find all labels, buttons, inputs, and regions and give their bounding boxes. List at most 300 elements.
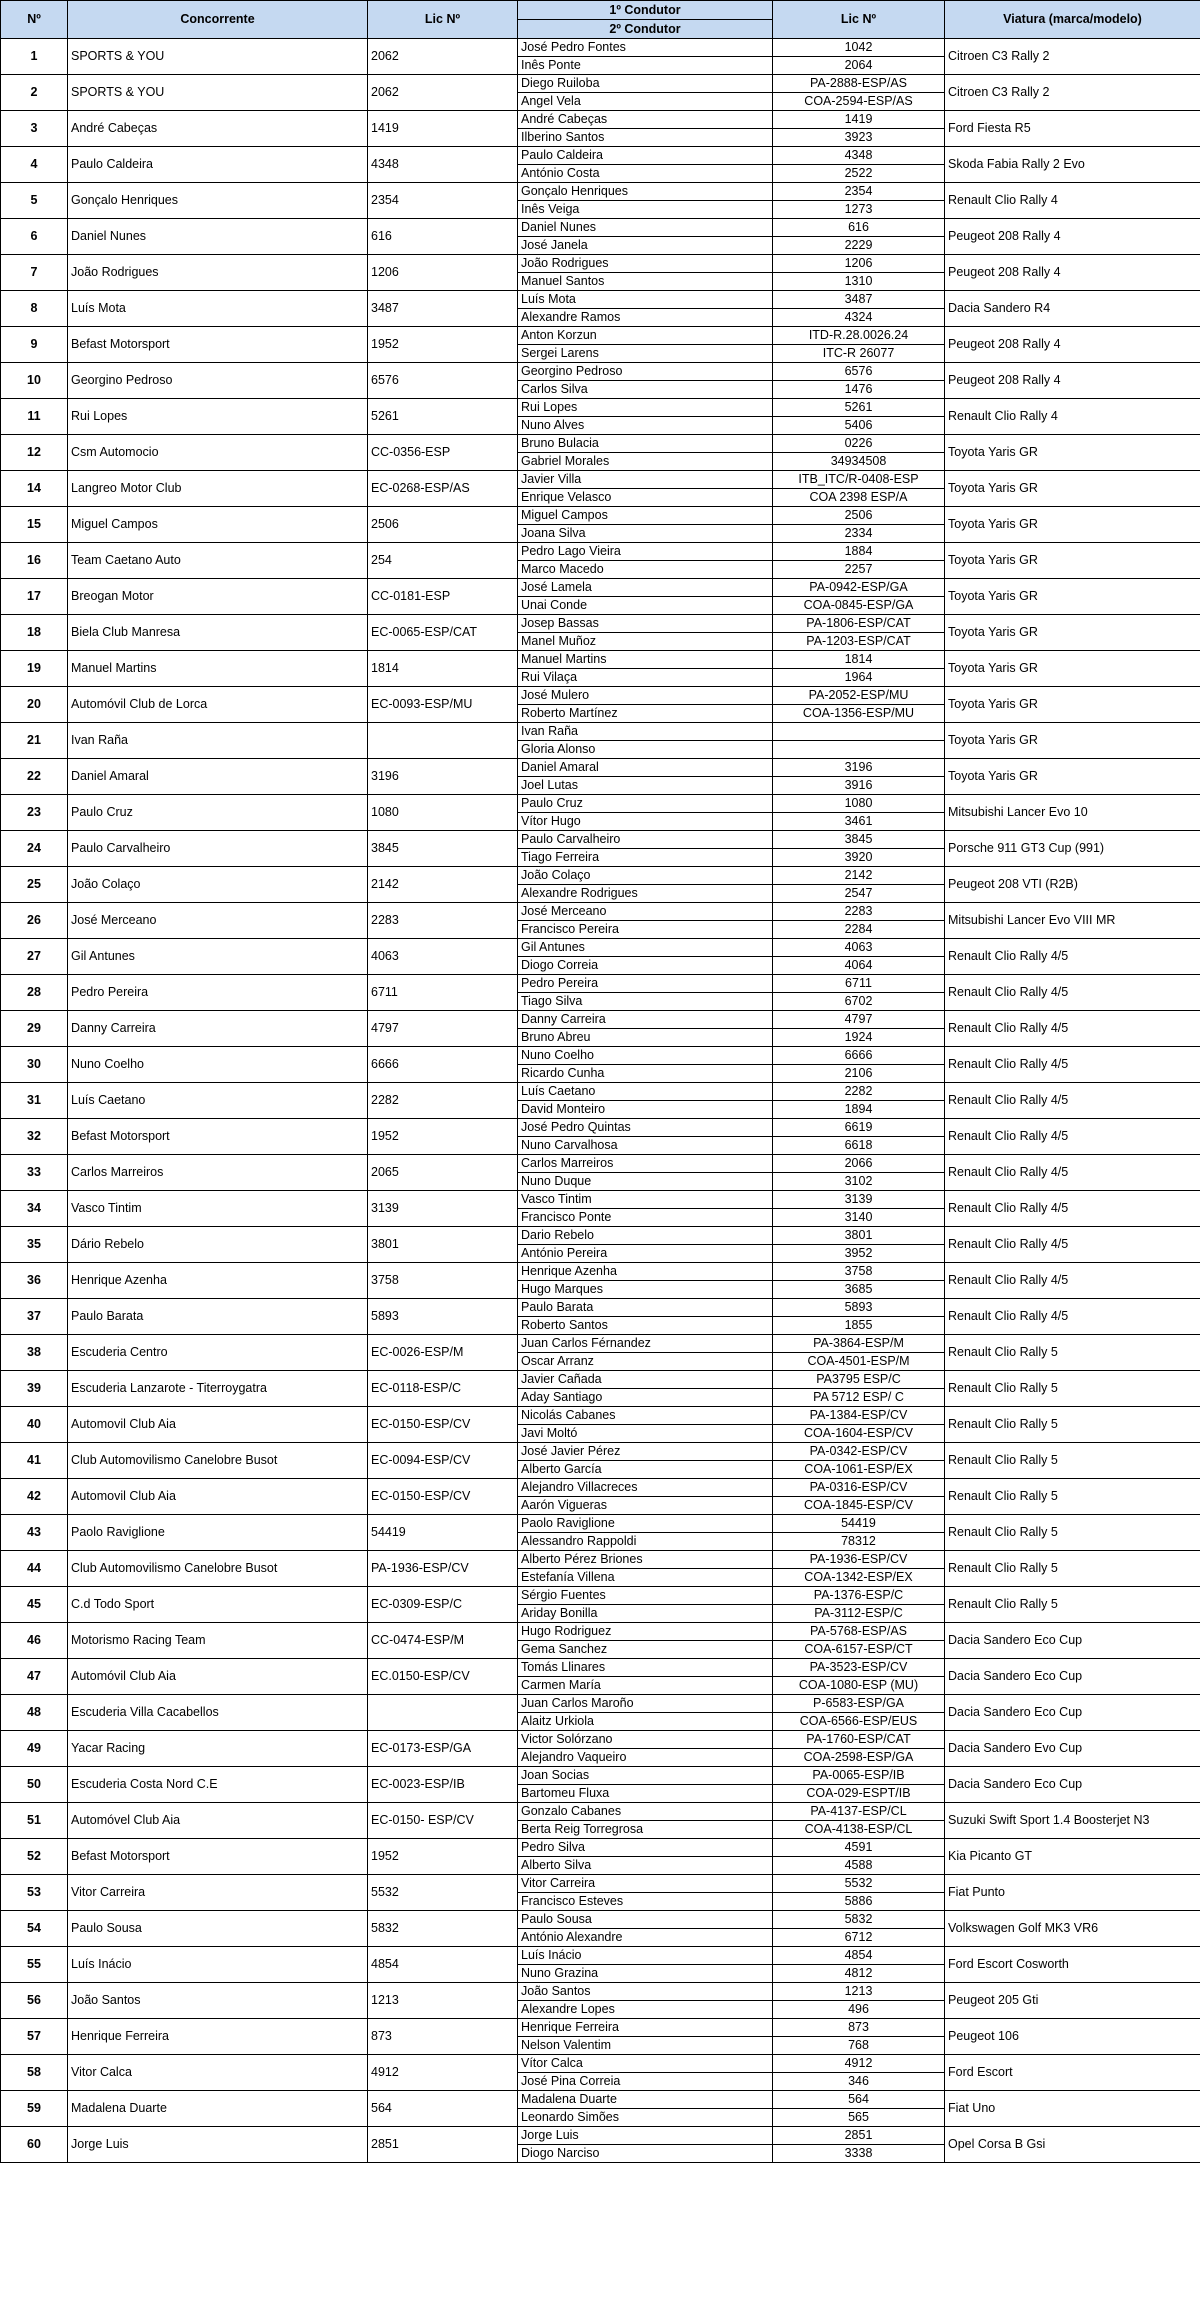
first-driver: Juan Carlos Férnandez bbox=[518, 1335, 773, 1353]
entry-number: 36 bbox=[1, 1263, 68, 1299]
car-model: Dacia Sandero Eco Cup bbox=[945, 1767, 1200, 1803]
table-row bbox=[1, 291, 1200, 309]
entrant-license: 2851 bbox=[368, 2127, 518, 2163]
car-model: Renault Clio Rally 4 bbox=[945, 399, 1200, 435]
entry-number: 15 bbox=[1, 507, 68, 543]
table-row bbox=[1, 903, 1200, 921]
entrant-name: SPORTS & YOU bbox=[68, 75, 368, 111]
entrant-name: Miguel Campos bbox=[68, 507, 368, 543]
entry-number: 46 bbox=[1, 1623, 68, 1659]
second-driver: Alexandre Lopes bbox=[518, 2001, 773, 2019]
entrant-name: Yacar Racing bbox=[68, 1731, 368, 1767]
entrant-license: EC-0150- ESP/CV bbox=[368, 1803, 518, 1839]
header-driver1: 1º Condutor bbox=[518, 1, 773, 20]
car-model: Renault Clio Rally 4/5 bbox=[945, 1011, 1200, 1047]
first-driver: Josep Bassas bbox=[518, 615, 773, 633]
second-driver: Inês Ponte bbox=[518, 57, 773, 75]
second-driver-license: 3923 bbox=[773, 129, 945, 147]
entry-number: 45 bbox=[1, 1587, 68, 1623]
first-driver: Joan Socias bbox=[518, 1767, 773, 1785]
table-row bbox=[1, 363, 1200, 381]
second-driver-license: 2106 bbox=[773, 1065, 945, 1083]
car-model: Peugeot 106 bbox=[945, 2019, 1200, 2055]
second-driver-license: 1894 bbox=[773, 1101, 945, 1119]
first-driver: José Pedro Quintas bbox=[518, 1119, 773, 1137]
second-driver-license: 6618 bbox=[773, 1137, 945, 1155]
second-driver-license: 2547 bbox=[773, 885, 945, 903]
second-driver-license: 5886 bbox=[773, 1893, 945, 1911]
car-model: Renault Clio Rally 4/5 bbox=[945, 1083, 1200, 1119]
entrant-license: 1419 bbox=[368, 111, 518, 147]
first-driver: Juan Carlos Maroño bbox=[518, 1695, 773, 1713]
entrant-license: 2283 bbox=[368, 903, 518, 939]
first-driver: Vasco Tintim bbox=[518, 1191, 773, 1209]
car-model: Renault Clio Rally 4 bbox=[945, 183, 1200, 219]
table-row bbox=[1, 219, 1200, 237]
entrant-name: Dário Rebelo bbox=[68, 1227, 368, 1263]
first-driver-license: 4912 bbox=[773, 2055, 945, 2073]
first-driver: Gil Antunes bbox=[518, 939, 773, 957]
entrant-license: EC-0023-ESP/IB bbox=[368, 1767, 518, 1803]
first-driver: Tomás Llinares bbox=[518, 1659, 773, 1677]
table-row bbox=[1, 1803, 1200, 1821]
car-model: Opel Corsa B Gsi bbox=[945, 2127, 1200, 2163]
header-entrant: Concorrente bbox=[68, 1, 368, 39]
entrant-license: CC-0181-ESP bbox=[368, 579, 518, 615]
first-driver-license: 5532 bbox=[773, 1875, 945, 1893]
first-driver: José Mulero bbox=[518, 687, 773, 705]
car-model: Renault Clio Rally 5 bbox=[945, 1479, 1200, 1515]
entrant-license: 254 bbox=[368, 543, 518, 579]
entrant-license: 2506 bbox=[368, 507, 518, 543]
entry-number: 4 bbox=[1, 147, 68, 183]
first-driver: Javier Villa bbox=[518, 471, 773, 489]
second-driver: Nuno Carvalhosa bbox=[518, 1137, 773, 1155]
first-driver-license: ITB_ITC/R-0408-ESP bbox=[773, 471, 945, 489]
car-model: Kia Picanto GT bbox=[945, 1839, 1200, 1875]
entry-number: 21 bbox=[1, 723, 68, 759]
second-driver: Alberto García bbox=[518, 1461, 773, 1479]
first-driver: Pedro Silva bbox=[518, 1839, 773, 1857]
entry-number: 30 bbox=[1, 1047, 68, 1083]
car-model: Dacia Sandero Eco Cup bbox=[945, 1659, 1200, 1695]
entrant-name: Daniel Amaral bbox=[68, 759, 368, 795]
table-row bbox=[1, 435, 1200, 453]
table-row bbox=[1, 687, 1200, 705]
second-driver-license: 768 bbox=[773, 2037, 945, 2055]
second-driver-license: COA-1604-ESP/CV bbox=[773, 1425, 945, 1443]
first-driver: Rui Lopes bbox=[518, 399, 773, 417]
second-driver: Nelson Valentim bbox=[518, 2037, 773, 2055]
table-row bbox=[1, 1191, 1200, 1209]
first-driver-license: 0226 bbox=[773, 435, 945, 453]
table-row bbox=[1, 579, 1200, 597]
first-driver-license: 1213 bbox=[773, 1983, 945, 2001]
second-driver-license: 5406 bbox=[773, 417, 945, 435]
entrant-name: Club Automovilismo Canelobre Busot bbox=[68, 1443, 368, 1479]
entry-number: 20 bbox=[1, 687, 68, 723]
first-driver: Paulo Cruz bbox=[518, 795, 773, 813]
first-driver-license: 3196 bbox=[773, 759, 945, 777]
entry-number: 56 bbox=[1, 1983, 68, 2019]
entrant-license: CC-0356-ESP bbox=[368, 435, 518, 471]
entry-number: 18 bbox=[1, 615, 68, 651]
entrant-license: 2282 bbox=[368, 1083, 518, 1119]
entry-number: 12 bbox=[1, 435, 68, 471]
second-driver: António Pereira bbox=[518, 1245, 773, 1263]
entrant-license: 4797 bbox=[368, 1011, 518, 1047]
first-driver-license: 2142 bbox=[773, 867, 945, 885]
entrant-license: 1206 bbox=[368, 255, 518, 291]
second-driver: Alexandre Rodrigues bbox=[518, 885, 773, 903]
entry-number: 38 bbox=[1, 1335, 68, 1371]
second-driver: Marco Macedo bbox=[518, 561, 773, 579]
entrant-name: Automovil Club Aia bbox=[68, 1407, 368, 1443]
car-model: Peugeot 205 Gti bbox=[945, 1983, 1200, 2019]
first-driver-license: 3801 bbox=[773, 1227, 945, 1245]
car-model: Renault Clio Rally 4/5 bbox=[945, 975, 1200, 1011]
first-driver-license: 1206 bbox=[773, 255, 945, 273]
entry-number: 10 bbox=[1, 363, 68, 399]
entrant-license: 3487 bbox=[368, 291, 518, 327]
entrant-name: Biela Club Manresa bbox=[68, 615, 368, 651]
first-driver: Vitor Carreira bbox=[518, 1875, 773, 1893]
second-driver-license: 4812 bbox=[773, 1965, 945, 1983]
car-model: Toyota Yaris GR bbox=[945, 723, 1200, 759]
first-driver-license: 3758 bbox=[773, 1263, 945, 1281]
second-driver: José Janela bbox=[518, 237, 773, 255]
table-row bbox=[1, 1299, 1200, 1317]
entrant-name: Vitor Carreira bbox=[68, 1875, 368, 1911]
first-driver-license: 6576 bbox=[773, 363, 945, 381]
second-driver-license: 4064 bbox=[773, 957, 945, 975]
table-row bbox=[1, 2055, 1200, 2073]
entrant-license: 54419 bbox=[368, 1515, 518, 1551]
entrant-name: Ivan Raña bbox=[68, 723, 368, 759]
entrant-license: EC-0093-ESP/MU bbox=[368, 687, 518, 723]
first-driver: Manuel Martins bbox=[518, 651, 773, 669]
first-driver: Pedro Lago Vieira bbox=[518, 543, 773, 561]
second-driver-license: 2257 bbox=[773, 561, 945, 579]
first-driver-license: PA-3523-ESP/CV bbox=[773, 1659, 945, 1677]
first-driver: José Javier Pérez bbox=[518, 1443, 773, 1461]
entrant-name: Automovil Club Aia bbox=[68, 1479, 368, 1515]
car-model: Renault Clio Rally 5 bbox=[945, 1587, 1200, 1623]
first-driver: Bruno Bulacia bbox=[518, 435, 773, 453]
second-driver: Carmen María bbox=[518, 1677, 773, 1695]
entrant-license: EC-0065-ESP/CAT bbox=[368, 615, 518, 651]
entrant-name: Rui Lopes bbox=[68, 399, 368, 435]
entrant-license: 2062 bbox=[368, 39, 518, 75]
first-driver: João Santos bbox=[518, 1983, 773, 2001]
first-driver: Gonçalo Henriques bbox=[518, 183, 773, 201]
entry-number: 3 bbox=[1, 111, 68, 147]
car-model: Ford Escort Cosworth bbox=[945, 1947, 1200, 1983]
entrant-name: Motorismo Racing Team bbox=[68, 1623, 368, 1659]
second-driver-license: 34934508 bbox=[773, 453, 945, 471]
second-driver-license: 4324 bbox=[773, 309, 945, 327]
second-driver-license: PA 5712 ESP/ C bbox=[773, 1389, 945, 1407]
second-driver: Gloria Alonso bbox=[518, 741, 773, 759]
second-driver: Alaitz Urkiola bbox=[518, 1713, 773, 1731]
entry-number: 31 bbox=[1, 1083, 68, 1119]
first-driver-license: 1814 bbox=[773, 651, 945, 669]
entry-number: 32 bbox=[1, 1119, 68, 1155]
second-driver-license: COA-6566-ESP/EUS bbox=[773, 1713, 945, 1731]
table-row bbox=[1, 471, 1200, 489]
first-driver-license: 616 bbox=[773, 219, 945, 237]
entrant-name: João Rodrigues bbox=[68, 255, 368, 291]
first-driver: Paulo Caldeira bbox=[518, 147, 773, 165]
car-model: Renault Clio Rally 4/5 bbox=[945, 1263, 1200, 1299]
first-driver-license: 1884 bbox=[773, 543, 945, 561]
second-driver-license: COA-1061-ESP/EX bbox=[773, 1461, 945, 1479]
second-driver-license: COA-1080-ESP (MU) bbox=[773, 1677, 945, 1695]
first-driver: Hugo Rodriguez bbox=[518, 1623, 773, 1641]
entry-number: 34 bbox=[1, 1191, 68, 1227]
table-row bbox=[1, 1155, 1200, 1173]
first-driver: Danny Carreira bbox=[518, 1011, 773, 1029]
entry-number: 42 bbox=[1, 1479, 68, 1515]
car-model: Peugeot 208 Rally 4 bbox=[945, 255, 1200, 291]
table-row bbox=[1, 1551, 1200, 1569]
first-driver: Diego Ruiloba bbox=[518, 75, 773, 93]
first-driver: Daniel Nunes bbox=[518, 219, 773, 237]
entrant-license: 5532 bbox=[368, 1875, 518, 1911]
entrant-name: Gonçalo Henriques bbox=[68, 183, 368, 219]
table-body bbox=[1, 39, 1200, 2163]
second-driver: Ariday Bonilla bbox=[518, 1605, 773, 1623]
second-driver-license: 3102 bbox=[773, 1173, 945, 1191]
entrant-name: Luís Mota bbox=[68, 291, 368, 327]
entrant-license: 3758 bbox=[368, 1263, 518, 1299]
first-driver: Henrique Ferreira bbox=[518, 2019, 773, 2037]
second-driver: Unai Conde bbox=[518, 597, 773, 615]
first-driver: Jorge Luis bbox=[518, 2127, 773, 2145]
table-row bbox=[1, 543, 1200, 561]
table-row bbox=[1, 1767, 1200, 1785]
entry-number: 5 bbox=[1, 183, 68, 219]
entrant-name: João Colaço bbox=[68, 867, 368, 903]
second-driver-license: 2064 bbox=[773, 57, 945, 75]
entry-number: 55 bbox=[1, 1947, 68, 1983]
first-driver-license: 3139 bbox=[773, 1191, 945, 1209]
header-lic2: Lic Nº bbox=[773, 1, 945, 39]
second-driver-license: 346 bbox=[773, 2073, 945, 2091]
car-model: Ford Escort bbox=[945, 2055, 1200, 2091]
first-driver-license: ITD-R.28.0026.24 bbox=[773, 327, 945, 345]
entrant-name: Daniel Nunes bbox=[68, 219, 368, 255]
first-driver: José Pedro Fontes bbox=[518, 39, 773, 57]
entrant-name: Automóvil Club Aia bbox=[68, 1659, 368, 1695]
table-row bbox=[1, 651, 1200, 669]
second-driver: Joana Silva bbox=[518, 525, 773, 543]
entrant-name: Manuel Martins bbox=[68, 651, 368, 687]
second-driver: Enrique Velasco bbox=[518, 489, 773, 507]
entry-number: 28 bbox=[1, 975, 68, 1011]
second-driver: David Monteiro bbox=[518, 1101, 773, 1119]
table-row bbox=[1, 831, 1200, 849]
entrant-name: Luís Inácio bbox=[68, 1947, 368, 1983]
table-row bbox=[1, 1875, 1200, 1893]
entrant-name: João Santos bbox=[68, 1983, 368, 2019]
table-row bbox=[1, 2091, 1200, 2109]
table-row bbox=[1, 507, 1200, 525]
car-model: Renault Clio Rally 5 bbox=[945, 1407, 1200, 1443]
car-model: Renault Clio Rally 4/5 bbox=[945, 939, 1200, 975]
table-row bbox=[1, 1839, 1200, 1857]
entrant-license: 564 bbox=[368, 2091, 518, 2127]
second-driver: Hugo Marques bbox=[518, 1281, 773, 1299]
first-driver: Luís Mota bbox=[518, 291, 773, 309]
first-driver-license: PA-0942-ESP/GA bbox=[773, 579, 945, 597]
first-driver-license: 6711 bbox=[773, 975, 945, 993]
second-driver: José Pina Correia bbox=[518, 2073, 773, 2091]
entrant-license: 6711 bbox=[368, 975, 518, 1011]
first-driver: Paulo Barata bbox=[518, 1299, 773, 1317]
entrant-name: Club Automovilismo Canelobre Busot bbox=[68, 1551, 368, 1587]
entrant-license: 2354 bbox=[368, 183, 518, 219]
entrant-license: 4912 bbox=[368, 2055, 518, 2091]
entry-number: 39 bbox=[1, 1371, 68, 1407]
first-driver: Alberto Pérez Briones bbox=[518, 1551, 773, 1569]
second-driver: Ilberino Santos bbox=[518, 129, 773, 147]
car-model: Peugeot 208 VTI (R2B) bbox=[945, 867, 1200, 903]
car-model: Peugeot 208 Rally 4 bbox=[945, 327, 1200, 363]
entry-number: 48 bbox=[1, 1695, 68, 1731]
entrant-license: EC.0150-ESP/CV bbox=[368, 1659, 518, 1695]
first-driver-license: 2066 bbox=[773, 1155, 945, 1173]
entrant-name: Danny Carreira bbox=[68, 1011, 368, 1047]
entry-number: 43 bbox=[1, 1515, 68, 1551]
car-model: Renault Clio Rally 4/5 bbox=[945, 1227, 1200, 1263]
second-driver-license: COA-0845-ESP/GA bbox=[773, 597, 945, 615]
car-model: Renault Clio Rally 5 bbox=[945, 1551, 1200, 1587]
table-row bbox=[1, 1407, 1200, 1425]
entrant-license: 1952 bbox=[368, 327, 518, 363]
entrant-license: 5832 bbox=[368, 1911, 518, 1947]
entrant-license: EC-0150-ESP/CV bbox=[368, 1407, 518, 1443]
first-driver: José Lamela bbox=[518, 579, 773, 597]
table-row bbox=[1, 39, 1200, 57]
first-driver: Luís Caetano bbox=[518, 1083, 773, 1101]
entrant-license: PA-1936-ESP/CV bbox=[368, 1551, 518, 1587]
table-row bbox=[1, 1443, 1200, 1461]
entry-number: 54 bbox=[1, 1911, 68, 1947]
first-driver-license: 2354 bbox=[773, 183, 945, 201]
second-driver-license: COA-2594-ESP/AS bbox=[773, 93, 945, 111]
second-driver-license: 3338 bbox=[773, 2145, 945, 2163]
entrant-name: Escuderia Centro bbox=[68, 1335, 368, 1371]
entrant-name: Langreo Motor Club bbox=[68, 471, 368, 507]
first-driver: Javier Cañada bbox=[518, 1371, 773, 1389]
table-row bbox=[1, 795, 1200, 813]
car-model: Citroen C3 Rally 2 bbox=[945, 39, 1200, 75]
first-driver-license: 4348 bbox=[773, 147, 945, 165]
second-driver-license: COA-4501-ESP/M bbox=[773, 1353, 945, 1371]
car-model: Renault Clio Rally 4/5 bbox=[945, 1191, 1200, 1227]
first-driver-license: 6619 bbox=[773, 1119, 945, 1137]
entrant-license: 3801 bbox=[368, 1227, 518, 1263]
entry-number: 14 bbox=[1, 471, 68, 507]
entry-number: 50 bbox=[1, 1767, 68, 1803]
first-driver: Paulo Carvalheiro bbox=[518, 831, 773, 849]
first-driver: Daniel Amaral bbox=[518, 759, 773, 777]
car-model: Renault Clio Rally 5 bbox=[945, 1371, 1200, 1407]
entrant-license bbox=[368, 723, 518, 759]
car-model: Dacia Sandero R4 bbox=[945, 291, 1200, 327]
entrant-license: 5261 bbox=[368, 399, 518, 435]
second-driver: Diogo Correia bbox=[518, 957, 773, 975]
car-model: Dacia Sandero Eco Cup bbox=[945, 1695, 1200, 1731]
second-driver-license: COA-4138-ESP/CL bbox=[773, 1821, 945, 1839]
first-driver-license: 54419 bbox=[773, 1515, 945, 1533]
first-driver-license: 4854 bbox=[773, 1947, 945, 1965]
second-driver: Sergei Larens bbox=[518, 345, 773, 363]
car-model: Mitsubishi Lancer Evo 10 bbox=[945, 795, 1200, 831]
entrant-license: 3845 bbox=[368, 831, 518, 867]
entry-number: 17 bbox=[1, 579, 68, 615]
second-driver-license: 3685 bbox=[773, 1281, 945, 1299]
car-model: Dacia Sandero Eco Cup bbox=[945, 1623, 1200, 1659]
car-model: Toyota Yaris GR bbox=[945, 507, 1200, 543]
first-driver: Sérgio Fuentes bbox=[518, 1587, 773, 1605]
first-driver: Henrique Azenha bbox=[518, 1263, 773, 1281]
entrant-name: Befast Motorsport bbox=[68, 327, 368, 363]
entry-number: 57 bbox=[1, 2019, 68, 2055]
table-row bbox=[1, 1515, 1200, 1533]
first-driver-license: PA-0316-ESP/CV bbox=[773, 1479, 945, 1497]
first-driver-license bbox=[773, 723, 945, 741]
car-model: Toyota Yaris GR bbox=[945, 651, 1200, 687]
entrant-name: Pedro Pereira bbox=[68, 975, 368, 1011]
car-model: Fiat Punto bbox=[945, 1875, 1200, 1911]
entrant-name: Georgino Pedroso bbox=[68, 363, 368, 399]
entrant-name: C.d Todo Sport bbox=[68, 1587, 368, 1623]
first-driver-license: 2282 bbox=[773, 1083, 945, 1101]
table-row bbox=[1, 2127, 1200, 2145]
car-model: Toyota Yaris GR bbox=[945, 579, 1200, 615]
entrant-license: 2142 bbox=[368, 867, 518, 903]
second-driver-license: 1476 bbox=[773, 381, 945, 399]
entrant-name: Escuderia Lanzarote - Titerroygatra bbox=[68, 1371, 368, 1407]
first-driver: Paolo Raviglione bbox=[518, 1515, 773, 1533]
entry-number: 40 bbox=[1, 1407, 68, 1443]
table-row bbox=[1, 1263, 1200, 1281]
second-driver-license: 2229 bbox=[773, 237, 945, 255]
first-driver-license: PA-2052-ESP/MU bbox=[773, 687, 945, 705]
entry-number: 49 bbox=[1, 1731, 68, 1767]
car-model: Toyota Yaris GR bbox=[945, 687, 1200, 723]
second-driver-license: 3916 bbox=[773, 777, 945, 795]
second-driver: Vítor Hugo bbox=[518, 813, 773, 831]
second-driver: Carlos Silva bbox=[518, 381, 773, 399]
entrant-license: EC-0268-ESP/AS bbox=[368, 471, 518, 507]
entrant-name: Escuderia Villa Cacabellos bbox=[68, 1695, 368, 1731]
second-driver: Manuel Santos bbox=[518, 273, 773, 291]
entrant-license: EC-0026-ESP/M bbox=[368, 1335, 518, 1371]
entry-number: 53 bbox=[1, 1875, 68, 1911]
second-driver-license: 6712 bbox=[773, 1929, 945, 1947]
entrant-license: 3196 bbox=[368, 759, 518, 795]
entrant-license: 4063 bbox=[368, 939, 518, 975]
table-row bbox=[1, 1983, 1200, 2001]
table-row bbox=[1, 1371, 1200, 1389]
first-driver-license: PA-4137-ESP/CL bbox=[773, 1803, 945, 1821]
header-num: Nº bbox=[1, 1, 68, 39]
first-driver: Vítor Calca bbox=[518, 2055, 773, 2073]
first-driver-license: 5893 bbox=[773, 1299, 945, 1317]
